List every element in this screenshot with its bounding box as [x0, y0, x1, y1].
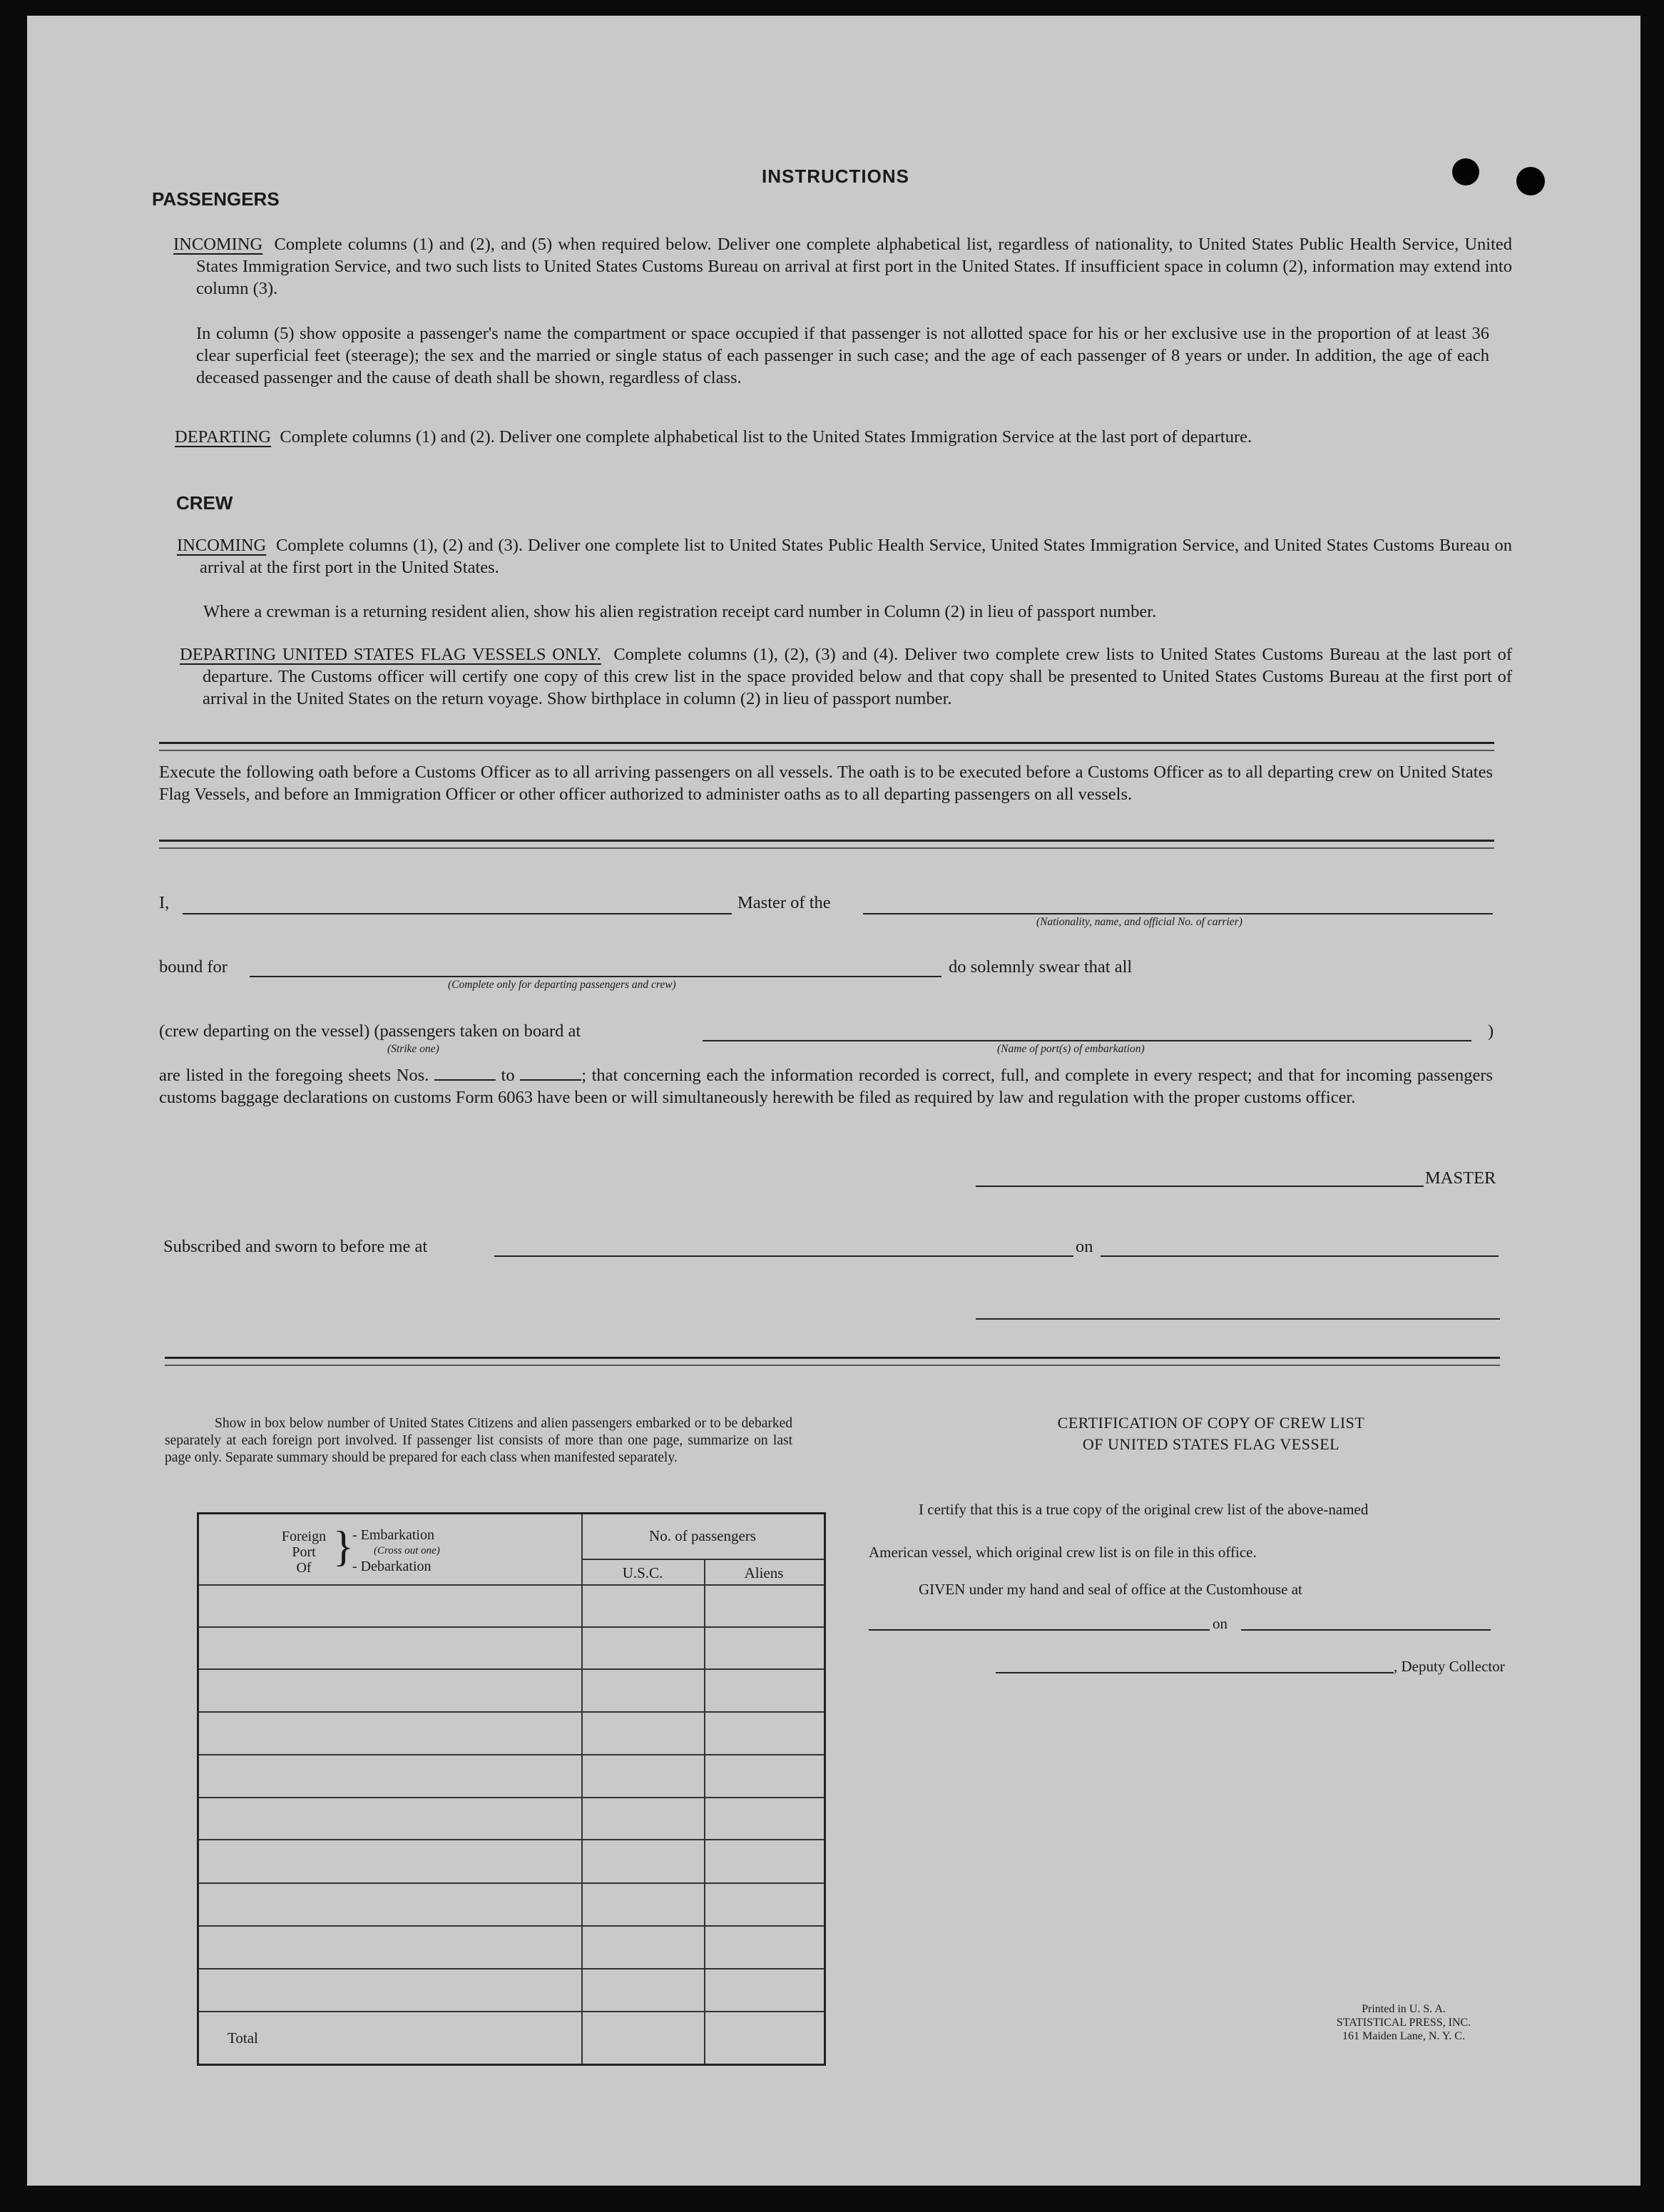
- carrier-field[interactable]: [863, 913, 1493, 914]
- crew-resident-paragraph: Where a crewman is a returning resident alien, show his alien registration receipt card number in Column (2) in lieu of passport number.: [203, 602, 1157, 621]
- punch-hole: [1452, 158, 1479, 185]
- page-title: INSTRUCTIONS: [762, 165, 909, 187]
- sworn-on-label: on: [1076, 1237, 1093, 1256]
- given-line: GIVEN under my hand and seal of office at the Customhouse at: [919, 1581, 1302, 1598]
- certification-title-line2: OF UNITED STATES FLAG VESSEL: [1082, 1435, 1340, 1453]
- port-label: Port: [292, 1544, 316, 1560]
- printer-line3: 161 Maiden Lane, N. Y. C.: [1342, 2030, 1465, 2042]
- no-of-passengers-header: No. of passengers: [649, 1527, 756, 1544]
- crew-heading: CREW: [176, 492, 233, 514]
- aliens-header: Aliens: [744, 1564, 784, 1581]
- oath-instructions: Execute the following oath before a Customs Officer as to all arriving passengers on all vessels. The oath is to be executed before a Customs Officer as to all departing crew on United States Flag Vessels, and before an Immigration Officer or other officer authorized to administer oaths as to all departing passengers on all vessels.: [159, 763, 1493, 804]
- listed-text-1: are listed in the foregoing sheets Nos.: [159, 1066, 429, 1085]
- bound-for-field[interactable]: [250, 976, 941, 977]
- crew-incoming-label: INCOMING: [177, 536, 267, 555]
- form-page: [27, 16, 1640, 2186]
- deputy-collector-label: , Deputy Collector: [1394, 1658, 1505, 1675]
- master-of-the-label: Master of the: [737, 893, 831, 912]
- certification-title: [940, 1412, 1482, 1455]
- listed-text-2: ; that concerning each the information recorded is correct, full, and complete in every respect; and that for incoming passengers customs baggage declarations on customs Form 6063 have been or will simultaneously herewith be filed as required by law and regulation with the proper customs officer.: [159, 1066, 1494, 1107]
- passengers-departing-text: Complete columns (1) and (2). Deliver one complete alphabetical list to the United States Immigration Service at the last port of departure.: [280, 427, 1252, 447]
- oath-i-label: I,: [159, 893, 170, 912]
- subscribed-label: Subscribed and sworn to before me at: [163, 1237, 428, 1256]
- certify-line-2: American vessel, which original crew list is on file in this office.: [869, 1544, 1257, 1561]
- printer-line1: Printed in U. S. A.: [1362, 2003, 1446, 2015]
- crew-departing-label-line: (crew departing on the vessel) (passengers taken on board at: [159, 1021, 581, 1041]
- passengers-incoming-paragraph: [173, 233, 1512, 300]
- passenger-summary-table: [197, 1512, 826, 2066]
- passengers-column5-paragraph: In column (5) show opposite a passenger's name the compartment or space occupied if that passenger is not allotted space for his or her exclusive use in the proportion of at least 36 clear superficial feet (steerage); the sex and the married or single status of each passenger in such case; and the age of each passenger of 8 years or under. In addition, the age of each deceased passenger and the cause of death shall be shown, regardless of class.: [196, 324, 1489, 387]
- ports-hint: (Name of port(s) of embarkation): [997, 1043, 1145, 1055]
- master-name-field[interactable]: [183, 913, 732, 914]
- sheet-from-field[interactable]: [434, 1079, 496, 1081]
- bound-for-hint: (Complete only for departing passengers and crew): [448, 979, 676, 991]
- to-label: to: [501, 1066, 515, 1085]
- brace-icon: }: [333, 1523, 354, 1570]
- of-label: Of: [296, 1560, 312, 1576]
- deputy-collector-signature-field[interactable]: [996, 1672, 1394, 1673]
- printer-line2: STATISTICAL PRESS, INC.: [1336, 2017, 1471, 2029]
- foreign-label: Foreign: [281, 1529, 327, 1544]
- summary-instructions: Show in box below number of United States Citizens and alien passengers embarked or to be debarked separately at each foreign port involved. If passenger list consists of more than one page, summarize on last page only. Separate summary should be prepared for each class when manifested separately.: [165, 1416, 792, 1465]
- crew-departing-label: DEPARTING UNITED STATES FLAG VESSELS ONLY.: [180, 645, 601, 664]
- crew-incoming-paragraph: [177, 534, 1512, 579]
- section-divider: [159, 840, 1494, 849]
- printer-imprint: [1282, 2002, 1525, 2043]
- sworn-date-field[interactable]: [1101, 1255, 1499, 1257]
- passengers-heading: PASSENGERS: [152, 188, 280, 210]
- listed-paragraph: [159, 1064, 1493, 1108]
- master-label: MASTER: [1425, 1168, 1496, 1188]
- embarkation-debarkation-options[interactable]: [352, 1527, 440, 1574]
- officer-signature-field[interactable]: [976, 1318, 1500, 1320]
- bound-for-label: bound for: [159, 957, 228, 977]
- certify-line-1: I certify that this is a true copy of the original crew list of the above-named: [919, 1501, 1369, 1518]
- customhouse-location-field[interactable]: [869, 1629, 1210, 1631]
- embarkation-ports-field[interactable]: [703, 1040, 1471, 1041]
- section-divider: [159, 742, 1494, 751]
- punch-hole: [1516, 167, 1545, 195]
- close-paren: ): [1488, 1021, 1494, 1041]
- cert-on-label: on: [1213, 1615, 1227, 1632]
- usc-header: U.S.C.: [622, 1564, 663, 1581]
- passengers-departing-paragraph: [175, 426, 1512, 448]
- total-label: Total: [228, 2029, 258, 2047]
- debarkation-option[interactable]: - Debarkation: [352, 1559, 432, 1574]
- master-signature-field[interactable]: [976, 1186, 1424, 1187]
- carrier-hint: (Nationality, name, and official No. of carrier): [1036, 916, 1242, 928]
- swear-label: do solemnly swear that all: [949, 957, 1133, 977]
- passengers-incoming-label: INCOMING: [173, 235, 263, 254]
- crew-departing-paragraph: [180, 643, 1512, 710]
- embarkation-option[interactable]: - Embarkation: [352, 1527, 434, 1543]
- cross-out-hint: (Cross out one): [374, 1545, 440, 1556]
- sworn-location-field[interactable]: [494, 1255, 1073, 1257]
- passengers-departing-label: DEPARTING: [175, 427, 272, 447]
- foreign-port-of-header: [279, 1529, 329, 1576]
- passengers-incoming-text: Complete columns (1) and (2), and (5) when required below. Deliver one complete alphabetical list, regardless of nationality, to United States Public Health Service, United States Immigration Service, and two such lists to United States Customs Bureau on arrival at first port in the United States. If insufficient space in column (2), information may extend into column (3).: [196, 235, 1513, 298]
- cert-date-field[interactable]: [1241, 1629, 1491, 1631]
- sheet-to-field[interactable]: [520, 1079, 581, 1081]
- crew-incoming-text: Complete columns (1), (2) and (3). Deliver one complete list to United States Public Health Service, United States Immigration Service, and United States Customs Bureau on arrival at the first port in the United States.: [200, 536, 1512, 577]
- section-divider: [165, 1357, 1500, 1366]
- crew-departing-text: Complete columns (1), (2), (3) and (4). Deliver two complete crew lists to United States Customs Bureau at the last port of departure. The Customs officer will certify one copy of this crew list in the space provided below and that copy shall be presented to United States Customs Bureau at the first port of arrival in the United States on the return voyage. Show birthplace in column (2) in lieu of passport number.: [203, 645, 1512, 708]
- strike-one-hint: (Strike one): [387, 1043, 439, 1055]
- certification-title-line1: CERTIFICATION OF COPY OF CREW LIST: [1057, 1414, 1365, 1432]
